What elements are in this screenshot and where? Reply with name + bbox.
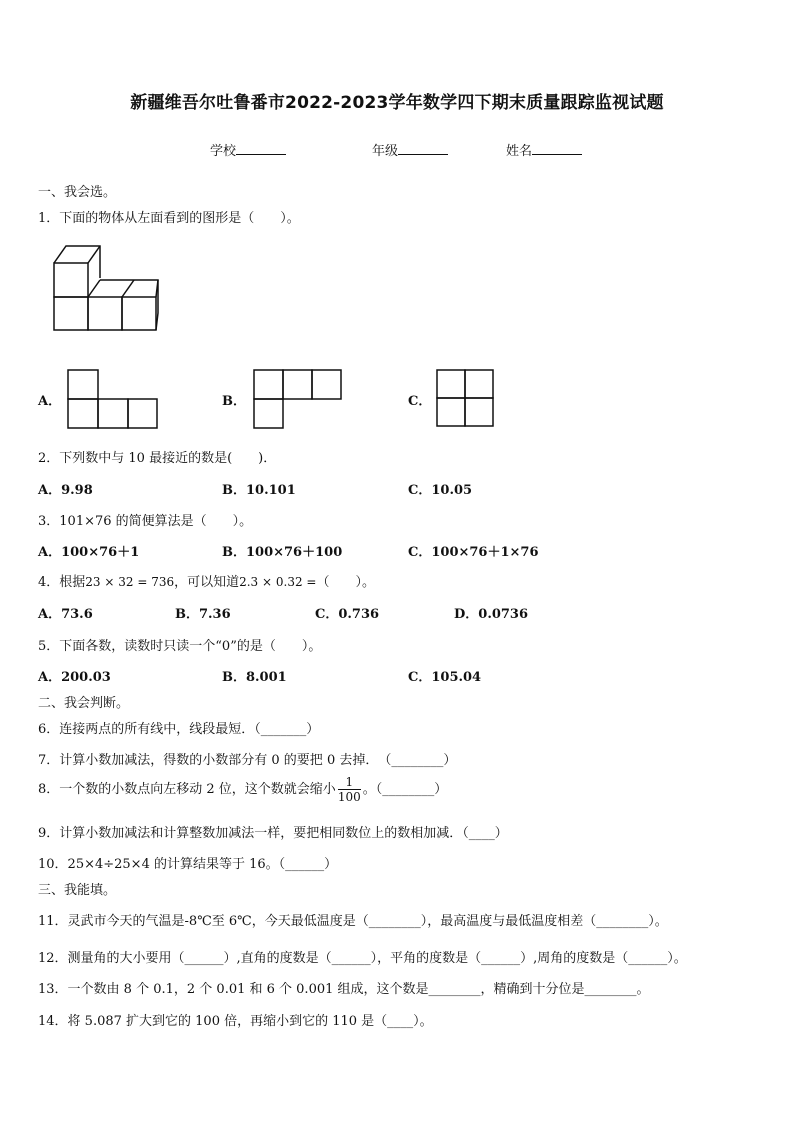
school-label: 学校 (210, 144, 237, 159)
name-label: 姓名 (506, 144, 533, 159)
q4-option-a[interactable]: A．73.6 (38, 607, 93, 622)
question-11: 11．灵武市今天的气温是-8℃至 6℃，今天最低温度是（________），最高温度与最低温度相差（________）。 (38, 914, 668, 929)
q5-option-a[interactable]: A．200.03 (38, 670, 111, 685)
question-4 (38, 571, 375, 590)
q4-text-mid: ，可以知道 (174, 575, 240, 590)
q3-option-a[interactable]: A．100×76＋1 (38, 545, 140, 560)
section-1-heading: 一、我会选。 (38, 185, 117, 200)
question-8 (38, 775, 447, 804)
question-10: 10．25×4÷25×4 的计算结果等于 16。（______） (38, 857, 338, 872)
grade-label: 年级 (372, 144, 399, 159)
q2-option-a[interactable]: A．9.98 (38, 483, 93, 498)
q1-option-a-figure (67, 368, 159, 430)
q4-text-pre: 4．根据 (38, 575, 86, 590)
school-blank[interactable] (236, 142, 286, 155)
grade-field (372, 140, 448, 159)
name-field (506, 140, 582, 159)
q5-option-b[interactable]: B．8.001 (222, 670, 287, 685)
q8-text-pre: 8．一个数的小数点向左移动 2 位，这个数就会缩小 (38, 782, 336, 797)
q2-option-b[interactable]: B．10.101 (222, 483, 296, 498)
q4-option-c[interactable]: C．0.736 (315, 607, 380, 622)
q4-option-b[interactable]: B．7.36 (175, 607, 231, 622)
q1-option-c-figure (435, 368, 497, 430)
question-2: 2．下列数中与 10 最接近的数是( )． (38, 451, 277, 466)
grade-blank[interactable] (398, 142, 448, 155)
question-7: 7．计算小数加减法，得数的小数部分有 0 的要把 0 去掉． （________） (38, 753, 457, 768)
q4-text-post: （ ）。 (316, 575, 375, 590)
q1-option-a-label[interactable]: A． (38, 394, 62, 409)
q4-option-d[interactable]: D．0.0736 (454, 607, 529, 622)
school-field (210, 140, 286, 159)
section-3-heading: 三、我能填。 (38, 883, 117, 898)
question-13: 13．一个数由 8 个 0.1，2 个 0.01 和 6 个 0.001 组成，这个数是________，精确到十分位是________。 (38, 982, 650, 997)
page-title: 新疆维吾尔吐鲁番市2022-2023学年数学四下期末质量跟踪监视试题 (130, 93, 664, 113)
name-blank[interactable] (532, 142, 582, 155)
section-2-heading: 二、我会判断。 (38, 696, 130, 711)
question-14: 14．将 5.087 扩大到它的 100 倍，再缩小到它的 110 是（____）。 (38, 1014, 433, 1029)
q4-equation-1: 23 × 32 = 736 (85, 575, 175, 589)
q3-option-b[interactable]: B．100×76＋100 (222, 545, 343, 560)
question-6: 6．连接两点的所有线中，线段最短．（_______） (38, 722, 320, 737)
q2-option-c[interactable]: C．10.05 (408, 483, 473, 498)
question-9: 9．计算小数加减法和计算整数加减法一样，要把相同数位上的数相加减．（____） (38, 826, 508, 841)
q3-option-c[interactable]: C．100×76＋1×76 (408, 545, 539, 560)
q5-option-c[interactable]: C．105.04 (408, 670, 482, 685)
q8-fraction-denominator: 100 (337, 790, 361, 804)
q8-text-post: 。（________） (362, 782, 448, 797)
question-3: 3．101×76 的简便算法是（ ）。 (38, 514, 253, 529)
question-5: 5．下面各数，读数时只读一个“0”的是（ ）。 (38, 639, 322, 654)
question-1: 1．下面的物体从左面看到的图形是（ ）。 (38, 211, 300, 226)
q8-fraction (338, 775, 361, 804)
q1-option-c-label[interactable]: C． (408, 394, 432, 409)
q1-option-b-figure (252, 368, 344, 430)
question-12: 12．测量角的大小要用（______）,直角的度数是（______），平角的度数是（______）,周角的度数是（______）。 (38, 951, 687, 966)
q4-equation-2: 2.3 × 0.32 = (239, 575, 317, 589)
q1-option-b-label[interactable]: B． (222, 394, 246, 409)
q8-fraction-numerator: 1 (338, 775, 361, 790)
cube-stack-figure (50, 243, 162, 335)
